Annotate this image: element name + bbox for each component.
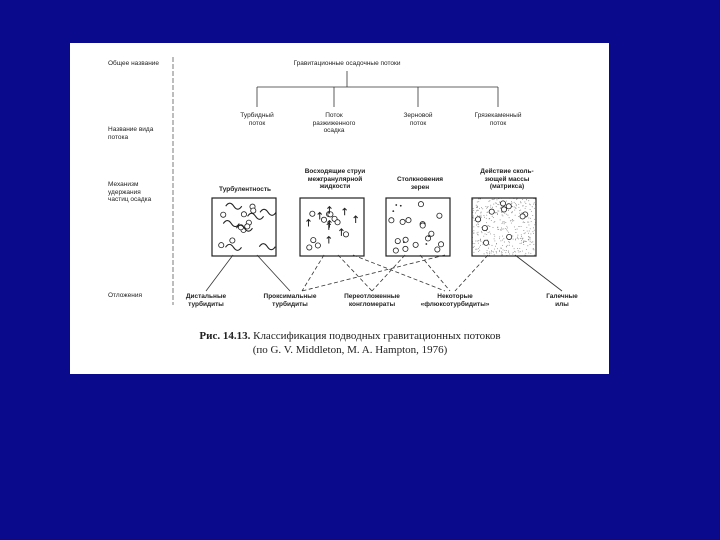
deposit-proximal-turbidites: Проксимальные турбидиты (263, 293, 317, 308)
figure-caption (160, 329, 540, 357)
row-label-deposits: Отложения (108, 292, 143, 299)
mechanism-upward-fluid: Восходящие струи межгранулярной жидкости (304, 168, 366, 190)
mechanism-matrix-strength: Действие сколь- зющей массы (матрикса) (480, 168, 534, 190)
figure-title: Классификация подводных гравитационных потоков (253, 330, 501, 342)
deposit-connectors-solid (206, 255, 562, 291)
classification-diagram (70, 43, 609, 374)
flow-type-debris: Грязекаменный поток (474, 112, 522, 127)
figure-number: Рис. 14.13. (199, 330, 251, 342)
deposit-distal-turbidites: Дистальные турбидиты (185, 293, 227, 308)
row-label-mechanism: Механизм удержания частиц осадка (108, 181, 152, 203)
deposit-pebbly-mudstones: Галечные илы (546, 293, 578, 308)
turbulence-box (212, 198, 276, 256)
deposit-fluxoturbidites: Некоторые «флюксотурбидиты» (420, 293, 490, 308)
flow-type-grain: Зерновой поток (403, 112, 433, 127)
deposit-resedimented-conglomerates: Переотложенные конгломераты (344, 293, 400, 308)
deposit-connectors-dashed (302, 255, 488, 291)
figure-slide (70, 43, 609, 374)
flow-type-liquefied: Поток разжиженного осадка (312, 112, 356, 134)
upward-fluid-box (300, 198, 364, 256)
mechanism-turbulence: Турбулентность (218, 186, 272, 193)
grain-collisions-box (386, 198, 450, 256)
figure-source: (по G. V. Middleton, M. A. Hampton, 1976) (252, 344, 448, 356)
row-label-general-name: Общее название (108, 60, 160, 67)
flow-type-turbidity: Турбидный поток (240, 112, 274, 127)
root-node: Гравитационные осадочные потоки (293, 60, 401, 67)
row-label-flow-type: Название вида потока (108, 126, 154, 141)
mechanism-boxes (212, 198, 536, 257)
matrix-box (472, 198, 536, 257)
tree-connectors (257, 71, 498, 107)
mechanism-grain-collisions: Столкновения зерен (396, 176, 444, 191)
